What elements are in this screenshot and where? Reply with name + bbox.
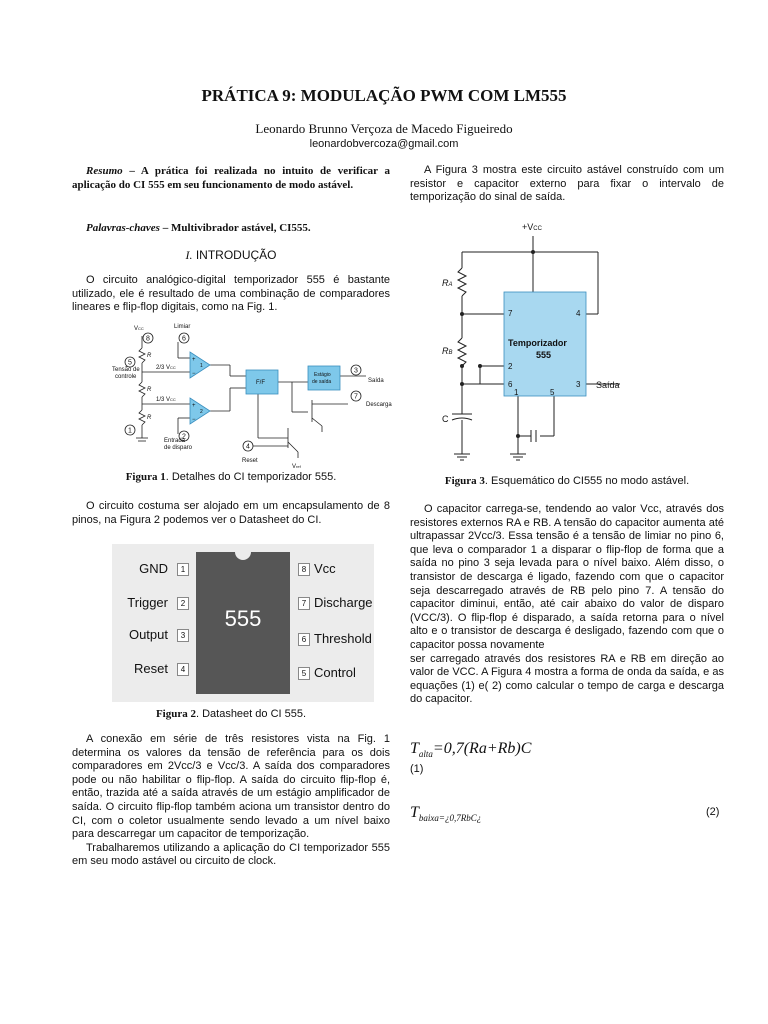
paragraph-text: ser carregado através dos resistores RA e RB em direção ao valor de VCC. A Figura 4 mostra a forma de onda da saída, e as equações (1) e( 2) como calcular o tempo de carga e descarga do capacitor. (410, 652, 724, 706)
pin-label: 5 (550, 388, 555, 397)
pin-label: 4 (576, 309, 581, 318)
pin-number: 7 (298, 597, 310, 610)
pin-label: 6 (182, 335, 186, 343)
minus-sign: − (192, 371, 196, 377)
equation-2-number: (2) (706, 806, 720, 818)
ra-sub: A (448, 282, 453, 288)
comparator-1-label: 1 (200, 363, 203, 369)
paragraph-intro-2 (72, 500, 390, 527)
pin-name-threshold: Threshold (314, 631, 372, 646)
ff-label: F/F (256, 380, 265, 386)
caption-text: . Detalhes do CI temporizador 555. (165, 471, 337, 483)
vref-sub: ref (296, 464, 301, 469)
pin-number: 2 (177, 597, 189, 610)
resistor-label: R (147, 353, 152, 359)
vcc-sub: CC (138, 326, 144, 331)
paragraph-text: O circuito costuma ser alojado em um encapsulamento de 8 pinos, na Figura 2 podemos ver o Datasheet do CI. (72, 500, 390, 526)
entrada-label: de disparo (164, 445, 193, 451)
pin-label: 6 (508, 380, 513, 389)
ref-low-label: 1/3 V (156, 397, 171, 403)
paragraph-right-2 (410, 503, 724, 707)
paragraph-text: A Figura 3 mostra este circuito astável construído com um resistor e capacitor externo para fixar o intervalo de temporização do sinal de saída. (410, 164, 724, 204)
pin-name-reset: Reset (134, 661, 168, 676)
caption-label: Figura 2 (155, 708, 196, 720)
pin-number: 4 (177, 663, 189, 676)
pin-number: 6 (298, 633, 310, 646)
section-heading-introducao (72, 248, 390, 263)
vref-label: V (292, 464, 297, 470)
eq-symbol: T (410, 804, 419, 821)
pin-label: 5 (128, 359, 132, 367)
minus-sign: − (192, 417, 196, 423)
estagio-label: Estágio (314, 372, 331, 378)
pin-number: 3 (177, 629, 189, 642)
paper-title: PRÁTICA 9: MODULAÇÃO PWM COM LM555 (201, 86, 567, 105)
caption-text: . Datasheet do CI 555. (195, 708, 307, 720)
paragraph-text: Trabalharemos utilizando a aplicação do CI temporizador 555 em seu modo astável ou circuito de clock. (72, 841, 390, 868)
eq-symbol: T (410, 740, 419, 757)
section-title: INTRODUÇÃO (192, 248, 277, 262)
entrada-label: Entrada (164, 438, 186, 444)
chip-title: Temporizador (508, 338, 567, 348)
ra-label: R (442, 278, 449, 288)
pin-label: 7 (508, 309, 513, 318)
ref-high-sub: CC (170, 365, 176, 370)
tensao-controle-label: Tensão de (112, 367, 140, 373)
descarga-label: Descarga (366, 402, 392, 408)
pin-label: 7 (354, 393, 358, 401)
section-number: I. (185, 248, 193, 262)
reset-label: Reset (242, 458, 258, 464)
equation-1-number: (1) (410, 763, 424, 775)
pin-label: 2 (508, 362, 513, 371)
svg-text:RA (442, 278, 453, 288)
rb-label: R (442, 346, 449, 356)
vcc-label: +V (522, 222, 534, 232)
vcc-sub: CC (533, 226, 542, 232)
paragraph-intro-1 (72, 274, 390, 315)
vcc-label: V (134, 326, 139, 332)
pin-name-trigger: Trigger (127, 595, 168, 610)
pin-label: 8 (146, 335, 150, 343)
pin-name-gnd: GND (139, 561, 168, 576)
svg-text:VCC (134, 326, 144, 332)
paragraph-text: A conexão em série de três resistores vista na Fig. 1 determina os valores da tensão de referência para os dois comparadores em 2Vcc/3 e Vcc/3. A saída dos comparadores pode ou não habilitar o flip-flop. A saída do circuito flip-flop é, então, trazida até a saída através de um estágio amplificador de saída. O circuito flip-flop também aciona um transistor dentro do CI, com o coletor usualmente sendo levado a um nível baixo para descarregar um capacitor de temporização. (72, 733, 390, 841)
pin-label: 3 (576, 380, 581, 389)
keywords-label: Palavras-chaves (86, 222, 160, 234)
equation-1 (410, 740, 531, 759)
keywords (72, 222, 390, 234)
eq-subscript: baixa=¿0,7RbC¿ (418, 813, 482, 824)
eq-body: =0,7(Ra+Rb)C (432, 740, 532, 757)
pin-name-control: Control (314, 665, 356, 680)
paragraph-right-1 (410, 164, 724, 205)
tensao-controle-label: controle (115, 374, 137, 380)
pin-name-discharge: Discharge (314, 595, 373, 610)
abstract (72, 164, 390, 192)
figure-2-caption (72, 708, 390, 720)
figure-2-datasheet (112, 544, 374, 702)
ref-low-sub: CC (170, 397, 176, 402)
svg-text:Vref (292, 464, 302, 470)
pin-number: 1 (177, 563, 189, 576)
rb-sub: B (448, 350, 453, 356)
svg-text:+VCC (522, 222, 543, 232)
svg-text:2/3 VCC (156, 365, 176, 371)
chip-number: 555 (536, 350, 552, 360)
pin-label: 1 (128, 427, 132, 435)
eq-subscript: alta (418, 749, 433, 760)
plus-sign: + (192, 403, 196, 409)
pin-name-output: Output (128, 627, 168, 642)
figure-3-caption (410, 475, 724, 487)
pin-label: 1 (514, 388, 519, 397)
author-name: Leonardo Brunno Verçoza de Macedo Figueiredo (255, 121, 513, 136)
resistor-label: R (147, 387, 152, 393)
saida-label: Saída (596, 380, 620, 390)
plus-sign: + (192, 357, 196, 363)
pin-name-vcc: Vcc (314, 561, 336, 576)
abstract-text: – A prática foi realizada no intuito de verificar a aplicação do CI 555 em seu funcionamento de modo astável. (72, 165, 390, 191)
pin-number: 5 (298, 667, 310, 680)
chip-label: 555 (224, 606, 262, 631)
pin-label: 3 (354, 367, 358, 375)
equation-2 (410, 804, 481, 823)
keywords-text: – Multivibrador astável, CI555. (159, 222, 311, 234)
comparator-2-label: 2 (200, 409, 203, 415)
pin-label: 2 (182, 433, 186, 441)
paragraph-intro-3 (72, 733, 390, 869)
paragraph-text: O circuito analógico-digital temporizador 555 é bastante utilizado, ele é resultado de uma combinação de comparadores lineares e flip-flop digitais, como na Fig. 1. (72, 274, 390, 314)
svg-text:RB (442, 346, 453, 356)
ref-high-label: 2/3 V (156, 365, 171, 371)
pin-number: 8 (298, 563, 310, 576)
figure-1-caption (72, 471, 390, 483)
caption-label: Figura 3 (444, 475, 485, 487)
figure-3-schematic (430, 218, 630, 468)
limiar-label: Limiar (174, 324, 191, 330)
resistor-label: R (147, 415, 152, 421)
saida-label: Saída (368, 378, 384, 384)
paragraph-text: O capacitor carrega-se, tendendo ao valor Vcc, através dos resistores externos RA e RB. A tensão do capacitor aumenta até ultrapassar 2Vcc/3. Essa tensão é a tensão de limiar no pino 6, que leva o comparador 1 a disparar o flip-flop de forma que a saída no pino 3 seja levada para o nível baixo. Além disso, o transistor de descarga é ligado, fazendo com que o capacitor seja descarregado através de RB pelo pino 7. A tensão do capacitor diminui, então, até cair abaixo do valor de disparo (VCC/3). O flip-flop é disparado, a saída retorna para o nível alto e o transistor de descarga é desligado, fazendo com que o capacitor possa novamente (410, 503, 724, 651)
c-label: C (442, 414, 449, 424)
estagio-label: de saída (312, 379, 332, 385)
svg-text:1/3 VCC (156, 397, 176, 403)
caption-text: . Esquemático do CI555 no modo astável. (484, 475, 690, 487)
figure-1-diagram (112, 322, 402, 470)
abstract-label: Resumo (86, 165, 123, 177)
caption-label: Figura 1 (125, 471, 166, 483)
author-email: leonardobvercoza@gmail.com (309, 138, 459, 150)
pin-label: 4 (246, 443, 250, 451)
